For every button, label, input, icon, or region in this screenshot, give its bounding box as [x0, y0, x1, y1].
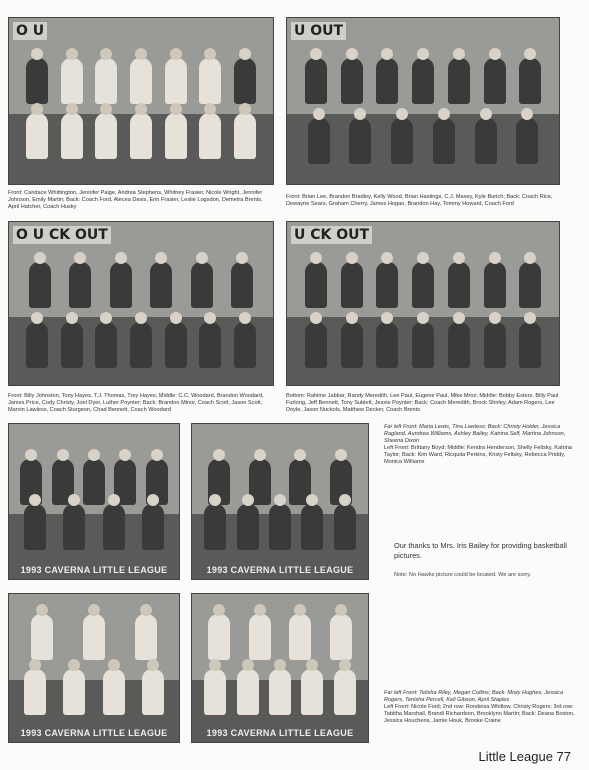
photo-caption: Left Front: Nicole Ford; 2nd row: Rondeisa Whitlow, Christy Rogers; 3rd row: Tabitha Marshall, Brandi Richardson, Brooklynn Martin; Back: Deana Boston, Jessica Houchens, Jamie Houk, Brooke Craine	[384, 704, 575, 725]
photo-caption: Bottom: Rahime Jabbar, Randy Meredith, Lee Paul, Eugene Paul, Mike Mroz; Middle: Bobby Esters, Billy Paul Furlong, Jeff Bennett, Tony Sublett, Jessie Poynter; Back: Coach Meredith, Brock Shirley, Adam Rogers, Lee Doyle, Jason Nuckols, Matthew Decker, Coach Brents	[286, 393, 559, 414]
cheer-photo-1	[8, 423, 180, 580]
photo-caption: Front: Brian Lee, Brandon Bradley, Kelly Wood, Brian Hastings, C.J. Maxey, Kyle Burich; Back: Coach Rice, Dewayne Sears, Graham Cherry, James Hogan, Brandon Hay, Tommy Howard, Coach Ford	[286, 194, 553, 208]
photo-caption: Left Front: Brittany Boyd; Middle: Kendra Henderson, Shelly Feltsky, Katrina Taylor; Back: Kim Ward, Ricquita Perkins, Kristy Feltsky, Rebecca Priddy, Monica Williams	[384, 445, 572, 466]
cheer-photo-3	[8, 593, 180, 743]
banner-sign: U OUT	[291, 22, 346, 40]
thanks-text: Our thanks to Mrs. Iris Bailey for providing basketball pictures.	[394, 541, 567, 560]
photo-caption: Front: Candace Whittington, Jennifer Paige, Andrea Stephens, Whitney Frasier, Nicole Wright, Jennifer Johnson, Emily Martin; Back: Coach Ford, Alecea Davis, Erin Frasier, Leslie Logsdon, Demetra Brents, April Hatcher, Coach Husky	[8, 190, 263, 211]
note-text: Note: No Hawks picture could be located. We are sorry.	[394, 572, 532, 578]
photo-caption: Far left Front: Maria Lewis, Tina Lawless; Back: Christy Holder, Jessica Ragland, Aundrea Williams, Ashley Bailey, Katrina Self, Martina Johnson, Sheena Dixon	[384, 424, 566, 445]
photo-banner: 1993 CAVERNA LITTLE LEAGUE	[20, 565, 168, 575]
cheer-photo-4	[191, 593, 369, 743]
banner-sign: O U	[13, 22, 47, 40]
photo-banner: 1993 CAVERNA LITTLE LEAGUE	[206, 728, 354, 738]
team-photo-boys-3	[286, 221, 560, 386]
photo-banner: 1993 CAVERNA LITTLE LEAGUE	[206, 565, 354, 575]
photo-banner: 1993 CAVERNA LITTLE LEAGUE	[20, 728, 168, 738]
photo-caption: Front: Billy Johnston, Tony Hayes, T.J. Thomas, Trey Hayes; Middle: C.C. Woodard, Brandon Woodard, James Price, Cody Christy, Joel Dyer, Luther Poynter; Back: Brandon Minor, Coach Scott, Jason Scott, Marvin Lawless, Coach Sturgeon, Chad Bennett, Coach Woodard	[8, 393, 264, 414]
cheer-photo-2	[191, 423, 369, 580]
team-photo-boys-2	[8, 221, 274, 386]
team-photo-girls-1	[8, 17, 274, 185]
photo-caption: Far left Front: Telisha Riley, Megan Collins; Back: Misty Hughes, Jessica Rogers, Tenisha Percell, Keli Gibson, April Staples	[384, 690, 564, 704]
page-footer: Little League 77	[478, 749, 571, 764]
banner-sign: O U CK OUT	[13, 226, 111, 244]
team-photo-boys-1	[286, 17, 560, 185]
banner-sign: U CK OUT	[291, 226, 372, 244]
